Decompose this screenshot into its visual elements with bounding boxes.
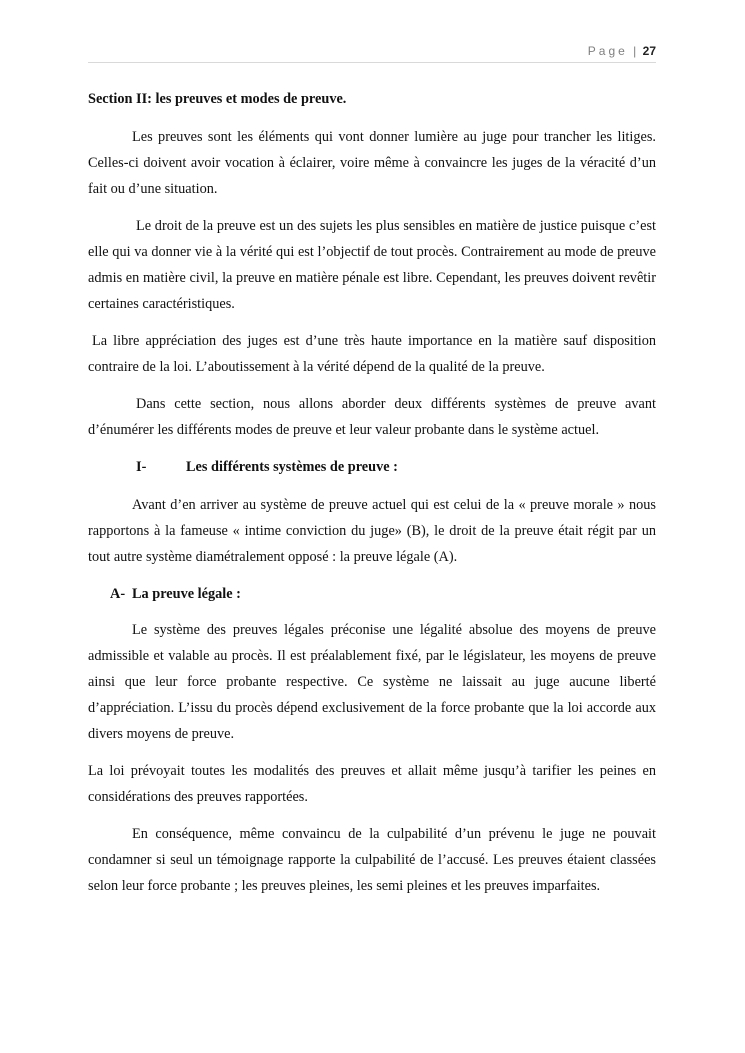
- paragraph: Le système des preuves légales préconise une légalité absolue des moyens de preuve admissible et valable au procès. Il est préalablement fixé, par le législateur, les moyens de preuve ainsi que leur force probante respective. Ce système ne laissait au juge aucune liberté d’appréciation. L’issu du procès dépend exclusivement de la force probante que la loi accorde aux divers moyens de preuve.: [88, 622, 656, 742]
- subsubsection-heading: [88, 581, 656, 607]
- paragraph: Dans cette section, nous allons aborder deux différents systèmes de preuve avant d’énumérer les différents modes de preuve et leur valeur probante dans le système actuel.: [88, 396, 656, 438]
- subsection-number: I-: [136, 459, 147, 475]
- page-header: [88, 44, 656, 63]
- page-number: 27: [642, 44, 656, 58]
- paragraph: La loi prévoyait toutes les modalités des preuves et allait même jusqu’à tarifier les peines en considérations des preuves rapportées.: [88, 763, 656, 805]
- paragraph: Le droit de la preuve est un des sujets les plus sensibles en matière de justice puisque c’est elle qui va donner vie à la vérité qui est l’objectif de tout procès. Contrairement au mode de preuve admis en matière civil, la preuve en matière pénale est libre. Cependant, les preuves doivent revêtir certaines caractéristiques.: [88, 218, 656, 312]
- paragraph: La libre appréciation des juges est d’une très haute importance en la matière sauf disposition contraire de la loi. L’aboutissement à la vérité dépend de la qualité de la preuve.: [88, 333, 656, 375]
- subsubsection-number: A-: [110, 586, 126, 602]
- paragraph: Avant d’en arriver au système de preuve actuel qui est celui de la « preuve morale » nous rapportons à la fameuse « intime conviction du juge» (B), le droit de la preuve était régit par un tout autre système diamétralement opposé : la preuve légale (A).: [88, 497, 656, 565]
- page-number-label: [588, 44, 656, 58]
- subsubsection-title: La preuve légale :: [132, 586, 241, 602]
- paragraph: Les preuves sont les éléments qui vont donner lumière au juge pour trancher les litiges. Celles-ci doivent avoir vocation à éclairer, voire même à convaincre les juges de la véracité d’un fait ou d’une situation.: [88, 129, 656, 197]
- section-title: Section II: les preuves et modes de preuve.: [88, 91, 347, 107]
- document-body: [88, 88, 656, 910]
- subsection-heading: [88, 454, 656, 480]
- paragraph: En conséquence, même convaincu de la culpabilité d’un prévenu le juge ne pouvait condamner si seul un témoignage rapporte la culpabilité de l’accusé. Les preuves étaient classées selon leur force probante ; les preuves pleines, les semi pleines et les preuves imparfaites.: [88, 826, 656, 894]
- page-word: Page: [587, 44, 628, 58]
- subsection-title: Les différents systèmes de preuve :: [186, 459, 398, 475]
- page-separator: |: [633, 44, 637, 58]
